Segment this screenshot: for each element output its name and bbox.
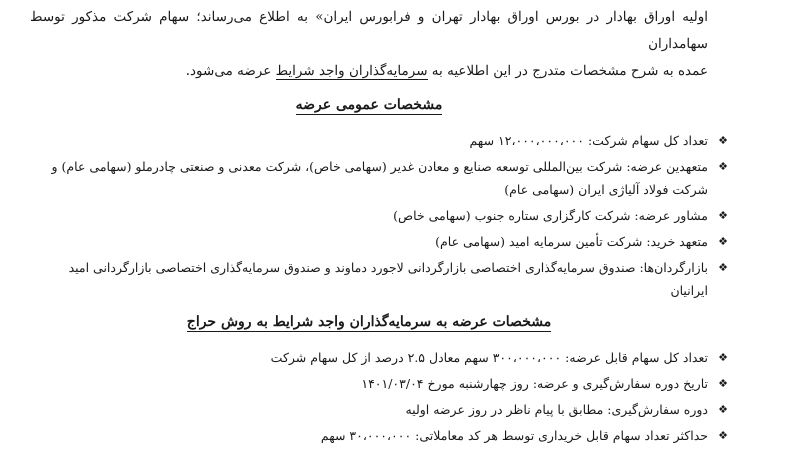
list-item-text: تعداد کل سهام شرکت: ۱۲،۰۰۰،۰۰۰،۰۰۰ سهم (469, 133, 708, 148)
list-item (30, 398, 728, 421)
list-item-text: متعهدین عرضه: شرکت بین‌المللی توسعه صنایع و معادن غدیر (سهامی خاص)، شرکت معدنی و صنعتی چادرملو (سهامی عام) و شرکت فولاد آلیاژی ایران (سهامی عام) (51, 159, 708, 197)
list-item-text: تاریخ دوره سفارش‌گیری و عرضه: روز چهارشنبه مورخ ۱۴۰۱/۰۳/۰۴ (361, 376, 708, 391)
section-heading-auction-text: مشخصات عرضه به سرمایه‌گذاران واجد شرایط به روش حراج (186, 314, 552, 330)
list-item-text: متعهد خرید: شرکت تأمین سرمایه امید (سهامی عام) (435, 234, 708, 249)
diamond-bullet-icon: ❖ (718, 403, 728, 416)
diamond-bullet-icon: ❖ (718, 134, 728, 147)
diamond-bullet-icon: ❖ (718, 209, 728, 222)
list-item-text: بازارگردان‌ها: صندوق سرمایه‌گذاری اختصاصی بازارگردانی لاجورد دماوند و صندوق سرمایه‌گذاری اختصاصی بازارگردانی امید ایرانیان (68, 260, 708, 298)
list-item-text: مشاور عرضه: شرکت کارگزاری ستاره جنوب (سهامی خاص) (393, 208, 708, 223)
diamond-bullet-icon: ❖ (718, 261, 728, 274)
list-item-text: دوره سفارش‌گیری: مطابق با پیام ناظر در روز عرضه اولیه (405, 402, 708, 417)
intro-paragraph (30, 0, 708, 85)
auction-offering-list (30, 346, 728, 447)
section-heading-auction (30, 314, 708, 330)
intro-line-2-start: عمده به شرح مشخصات متدرج در این اطلاعیه به (427, 63, 708, 79)
list-item (30, 346, 728, 369)
list-item (30, 256, 728, 302)
list-item (30, 204, 728, 227)
intro-line-2-end: عرضه می‌شود. (185, 63, 276, 79)
list-item (30, 424, 728, 447)
list-item (30, 230, 728, 253)
intro-line-2-underlined: سرمایه‌گذاران واجد شرایط (275, 63, 428, 79)
list-item-text: تعداد کل سهام قابل عرضه: ۳۰۰،۰۰۰،۰۰۰ سهم معادل ۲.۵ درصد از کل سهام شرکت (270, 350, 708, 365)
list-item (30, 155, 728, 201)
diamond-bullet-icon: ❖ (718, 160, 728, 173)
list-item-text: حداکثر تعداد سهام قابل خریداری توسط هر کد معاملاتی: ۳۰،۰۰۰،۰۰۰ سهم (320, 428, 708, 443)
diamond-bullet-icon: ❖ (718, 429, 728, 442)
intro-line-1: اولیه اوراق بهادار در بورس اوراق بهادار تهران و فرابورس ایران» به اطلاع می‌رساند؛ سهام شرکت مذکور توسط سهامداران (30, 9, 708, 52)
diamond-bullet-icon: ❖ (718, 235, 728, 248)
section-heading-general-text: مشخصات عمومی عرضه (295, 97, 443, 113)
section-heading-general (30, 97, 708, 113)
diamond-bullet-icon: ❖ (718, 377, 728, 390)
diamond-bullet-icon: ❖ (718, 351, 728, 364)
list-item (30, 129, 728, 152)
general-offering-list (30, 129, 728, 302)
list-item (30, 372, 728, 395)
